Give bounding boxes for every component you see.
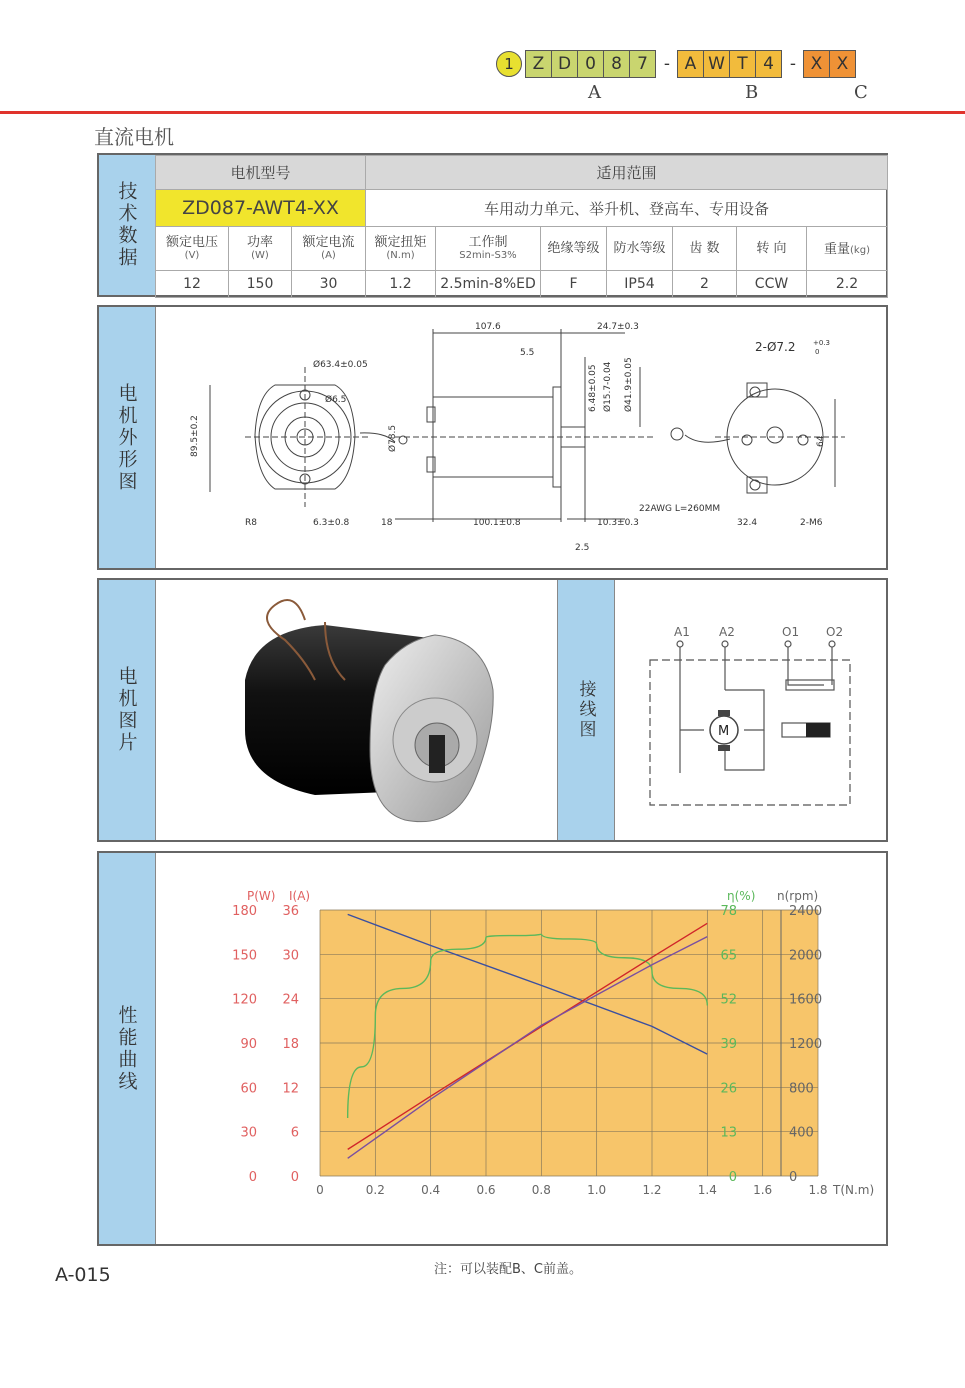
x-tick-label: 1.2: [642, 1183, 662, 1197]
y-axis-label: I(A): [289, 889, 311, 903]
code-char-a: 7: [629, 50, 656, 78]
dim-label: 6.3±0.8: [313, 518, 350, 528]
y-tick-label: 0: [248, 1170, 257, 1185]
param-value: CCW: [737, 271, 807, 298]
y-tick-label: 26: [720, 1081, 737, 1097]
scope-header: 适用范围: [366, 156, 888, 190]
dim-label: R8: [245, 518, 257, 528]
group-label-b: B: [745, 82, 759, 103]
header-divider: [0, 111, 965, 114]
y-tick-label: 0: [290, 1170, 299, 1185]
dim-label: Ø63.4±0.05: [313, 360, 368, 370]
param-header: 重量(kg): [807, 227, 888, 271]
y-tick-label: 0: [728, 1170, 737, 1185]
dim-label: 2.5: [575, 543, 590, 553]
y-tick-label: 800: [789, 1081, 814, 1097]
code-char-b: T: [729, 50, 756, 78]
performance-side-label: 性能曲线: [99, 853, 156, 1244]
y-tick-label: 0: [789, 1170, 798, 1185]
y-tick-label: 60: [240, 1081, 257, 1097]
dim-label: 0: [815, 348, 820, 356]
param-header: 绝缘等级: [541, 227, 607, 271]
y-tick-label: 90: [240, 1037, 257, 1052]
dim-label: 2-Ø7.2: [755, 340, 796, 354]
x-tick-label: 1.0: [587, 1183, 607, 1197]
terminal-label: A2: [719, 625, 735, 639]
dim-label: 100.1±0.8: [473, 518, 521, 528]
terminal-label: O1: [782, 625, 800, 639]
dim-label: Ø15.7-0.04: [603, 361, 613, 412]
y-tick-label: 2000: [789, 948, 823, 964]
dim-label: 5.5: [520, 348, 535, 358]
dim-label: 22AWG L=260MM: [639, 504, 721, 514]
x-tick-label: 0.4: [421, 1183, 441, 1197]
param-header: 额定电流 (A): [292, 227, 366, 271]
x-axis-label: T(N.m): [833, 1183, 875, 1197]
param-value: 30: [292, 271, 366, 298]
code-char-a: 0: [577, 50, 604, 78]
x-tick-label: 0.8: [531, 1183, 551, 1197]
x-tick-label: 0.6: [476, 1183, 496, 1197]
dim-label: Ø6.5: [325, 395, 347, 405]
dim-label: 32.4: [737, 518, 758, 528]
param-value: 2.5min-8%ED: [436, 271, 541, 298]
motor-symbol: M: [718, 724, 730, 739]
code-char-b: 4: [755, 50, 782, 78]
y-tick-label: 12: [282, 1081, 299, 1097]
y-tick-label: 180: [232, 904, 257, 919]
y-tick-label: 52: [720, 992, 737, 1008]
y-tick-label: 1200: [789, 1037, 823, 1052]
scope-value: 车用动力单元、举升机、登高车、专用设备: [366, 190, 888, 227]
y-tick-label: 120: [232, 992, 257, 1008]
wiring-diagram: [614, 580, 886, 840]
code-char-a: Z: [525, 50, 552, 78]
terminal-label: O2: [826, 625, 844, 639]
dim-label: Ø78.5: [388, 424, 398, 452]
code-char-b: W: [703, 50, 730, 78]
photo-side-label: 电机图片: [99, 580, 156, 840]
group-label-a: A: [588, 82, 601, 103]
y-axis-label: η(%): [727, 889, 756, 903]
param-header: 防水等级: [607, 227, 673, 271]
drawing-side-label: 电机外形图: [99, 307, 156, 568]
motor-photo: [155, 580, 557, 840]
y-axis-label: P(W): [247, 889, 276, 903]
x-tick-label: 1.6: [753, 1183, 773, 1197]
y-tick-label: 2400: [789, 904, 823, 919]
spec-side-label: 技术数据: [99, 155, 156, 295]
spec-table: [155, 155, 888, 298]
group-label-c: C: [854, 82, 868, 103]
performance-panel: [97, 851, 888, 1246]
param-header: 额定扭矩 (N.m): [366, 227, 436, 271]
x-tick-label: 1.4: [697, 1183, 717, 1197]
code-char-b: A: [677, 50, 704, 78]
param-value: 2.2: [807, 271, 888, 298]
param-header: 转 向: [737, 227, 807, 271]
dim-label: 18: [381, 518, 393, 528]
y-tick-label: 18: [282, 1037, 299, 1052]
code-char-c: X: [829, 50, 856, 78]
dim-label: Ø41.9±0.05: [624, 357, 634, 412]
param-value: IP54: [607, 271, 673, 298]
param-value: 150: [229, 271, 292, 298]
wiring-side-label: 接线图: [557, 580, 615, 840]
y-tick-label: 1600: [789, 992, 823, 1008]
param-header: 工作制 S2min-S3%: [436, 227, 541, 271]
outline-drawing: [155, 307, 888, 568]
y-tick-label: 30: [240, 1125, 257, 1141]
y-tick-label: 400: [789, 1125, 814, 1141]
y-tick-label: 65: [720, 948, 737, 964]
page-code: A-015: [55, 1264, 111, 1286]
param-value: F: [541, 271, 607, 298]
code-char-a: 8: [603, 50, 630, 78]
code-char-c: X: [803, 50, 830, 78]
y-axis-label: n(rpm): [777, 889, 819, 903]
x-tick-label: 0: [316, 1183, 324, 1197]
x-tick-label: 1.8: [808, 1183, 828, 1197]
y-tick-label: 6: [290, 1125, 299, 1141]
code-dash: -: [789, 54, 797, 74]
dim-label: 24.7±0.3: [597, 322, 639, 332]
dim-label: 107.6: [475, 322, 501, 332]
y-tick-label: 30: [282, 948, 299, 964]
code-dash: -: [663, 54, 671, 74]
performance-chart: [155, 853, 888, 1244]
y-tick-label: 39: [720, 1037, 737, 1052]
y-tick-label: 36: [282, 904, 299, 919]
param-header: 齿 数: [673, 227, 737, 271]
footer-note: 注：可以装配B、C前盖。: [434, 1262, 582, 1277]
dim-label: 6.48±0.05: [588, 364, 598, 412]
param-value: 12: [156, 271, 229, 298]
dim-label: 89.5±0.2: [190, 415, 200, 457]
model-header: 电机型号: [156, 156, 366, 190]
y-tick-label: 24: [282, 992, 299, 1008]
dim-label: 64: [816, 435, 826, 447]
drawing-panel: [97, 305, 888, 570]
x-tick-label: 0.2: [365, 1183, 385, 1197]
dim-label: 10.3±0.3: [597, 518, 639, 528]
y-tick-label: 78: [720, 904, 737, 919]
param-value: 2: [673, 271, 737, 298]
param-header: 额定电压 (V): [156, 227, 229, 271]
y-tick-label: 13: [720, 1125, 737, 1141]
page-title: 直流电机: [94, 125, 174, 149]
spec-panel: [97, 153, 888, 297]
dim-label: +0.3: [813, 339, 830, 347]
photo-panel: [97, 578, 888, 842]
y-tick-label: 150: [232, 948, 257, 964]
code-char-a: D: [551, 50, 578, 78]
dim-label: 2-M6: [800, 518, 823, 528]
model-code: [496, 49, 856, 79]
param-header: 功率 (W): [229, 227, 292, 271]
model-value: ZD087-AWT4-XX: [156, 190, 366, 227]
terminal-label: A1: [674, 625, 690, 639]
param-value: 1.2: [366, 271, 436, 298]
code-index-circle: 1: [496, 51, 522, 77]
